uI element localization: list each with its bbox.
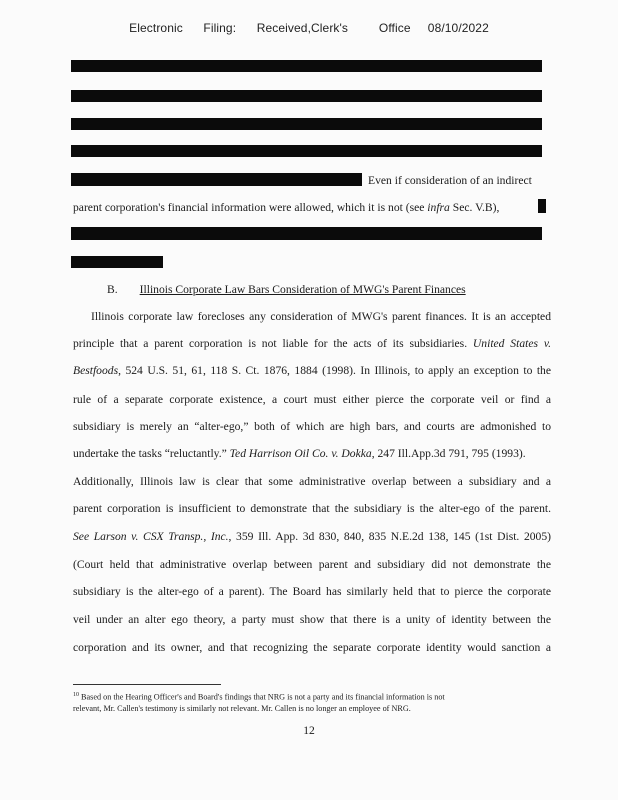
para-line-1: Illinois corporate law forecloses any consideration of MWG's parent finances. It is an accepted (91, 310, 551, 323)
line-2-italic: infra (427, 201, 450, 214)
line-2-end: Sec. V.B), (449, 201, 500, 214)
para-line-7: Additionally, Illinois law is clear that some administrative overlap between a subsidiary and a (73, 475, 551, 488)
redaction-bar-3 (71, 118, 542, 130)
para-line-6-italic: Ted Harrison Oil Co. v. Dokka (229, 447, 372, 460)
redaction-bar-1 (71, 60, 542, 72)
para-line-8: parent corporation is insufficient to demonstrate that the subsidiary is the alter-ego of the parent. (73, 502, 551, 515)
para-line-5: subsidiary is merely an “alter-ego,” both of which are high bars, and courts are admonished to (73, 420, 551, 433)
para-line-6-end: , 247 Ill.App.3d 791, 795 (1993). (371, 447, 526, 460)
para-line-6-text: undertake the tasks “reluctantly.” (73, 447, 230, 460)
para-line-3-text: , 524 U.S. 51, 61, 118 S. Ct. 1876, 1884 (1998). In Illinois, to apply an exception to the (118, 364, 551, 377)
redaction-bar-2 (71, 90, 542, 102)
footnote-rule (73, 684, 221, 685)
efiling-header: Electronic Filing: Received,Clerk's Office 08/10/2022 (129, 21, 489, 35)
redaction-bar-6 (538, 199, 546, 213)
redaction-bar-7 (71, 227, 542, 240)
para-line-9-italic: See Larson v. CSX Transp., Inc. (73, 530, 229, 543)
redaction-bar-8 (71, 256, 163, 268)
para-line-11: subsidiary is the alter-ego of a parent). The Board has similarly held that to pierce the corporate (73, 585, 551, 598)
para-line-9 (73, 529, 551, 544)
footnote-line-1 (73, 690, 551, 703)
redaction-bar-4 (71, 145, 542, 157)
text-line-2 (73, 200, 535, 215)
para-line-6 (73, 446, 551, 461)
para-line-10: (Court held that administrative overlap between parent and subsidiary did not demonstrate the (73, 558, 551, 571)
para-line-12: veil under an alter ego theory, a party must show that there is a unity of identity between the (73, 613, 551, 626)
heading-letter: B. (107, 283, 118, 296)
para-line-2 (73, 336, 551, 351)
para-line-3 (73, 363, 551, 378)
para-line-2-text: principle that a parent corporation is not liable for the acts of its subsidiaries. (73, 337, 473, 350)
footnote-marker: 10 (73, 692, 79, 698)
footnote-text-1: Based on the Hearing Officer's and Board's findings that NRG is not a party and its financial information is not (79, 692, 445, 702)
heading-title: Illinois Corporate Law Bars Consideration of MWG's Parent Finances (139, 283, 466, 296)
para-line-3-italic: Bestfoods (73, 364, 119, 377)
para-line-4: rule of a separate corporate existence, a court must either pierce the corporate veil or find a (73, 393, 551, 406)
redaction-bar-5 (71, 173, 362, 186)
line-2-text: parent corporation's financial information were allowed, which it is not (see (73, 201, 428, 214)
footnote-line-2: relevant, Mr. Callen's testimony is similarly not relevant. Mr. Callen is no longer an employee of NRG. (73, 704, 411, 713)
para-line-13: corporation and its owner, and that recognizing the separate corporate identity would sanction a (73, 641, 551, 654)
para-line-9-text: , 359 Ill. App. 3d 830, 840, 835 N.E.2d 138, 145 (1st Dist. 2005) (228, 530, 551, 543)
page-number: 12 (303, 724, 315, 737)
text-line-after-redaction: Even if consideration of an indirect (368, 174, 532, 187)
para-line-2-italic: United States v. (472, 337, 551, 350)
section-heading (107, 283, 466, 296)
